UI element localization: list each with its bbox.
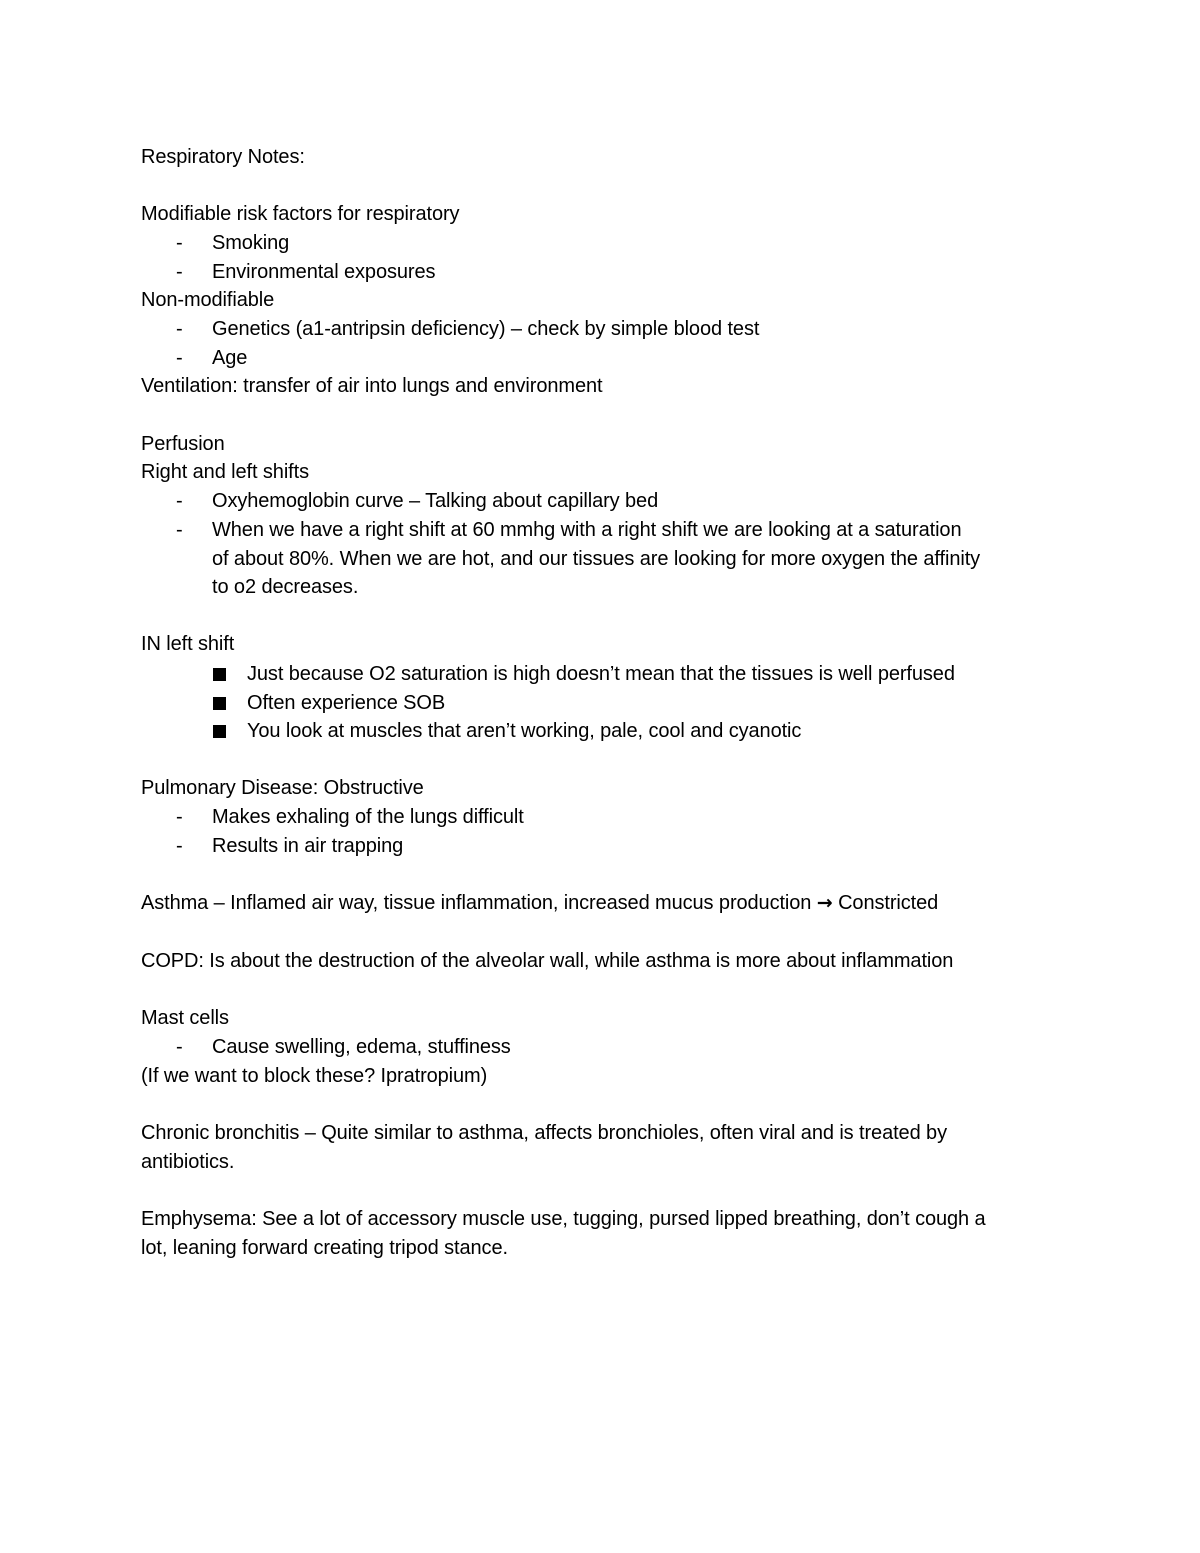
square-bullet-icon (213, 725, 226, 738)
list-item: When we have a right shift at 60 mmhg with a right shift we are looking at a saturation (212, 519, 962, 541)
list-item: Age (212, 347, 248, 369)
asthma-text: Asthma – Inflamed air way, tissue inflammation, increased mucus production (141, 892, 812, 914)
list-item-continuation: of about 80%. When we are hot, and our tissues are looking for more oxygen the affinity (212, 548, 981, 570)
bronchitis-line: Chronic bronchitis – Quite similar to asthma, affects bronchioles, often viral and is treated by (141, 1122, 947, 1144)
copd-line: COPD: Is about the destruction of the alveolar wall, while asthma is more about inflammation (141, 950, 954, 972)
emphysema-line-continuation: lot, leaning forward creating tripod stance. (141, 1237, 508, 1259)
list-item: Just because O2 saturation is high doesn’t mean that the tissues is well perfused (247, 663, 955, 685)
shifts-heading: Right and left shifts (141, 461, 309, 483)
page-title: Respiratory Notes: (141, 146, 305, 168)
bullet-dash: - (176, 347, 183, 369)
modifiable-heading: Modifiable risk factors for respiratory (141, 203, 460, 225)
square-bullet-icon (213, 697, 226, 710)
pulmonary-heading: Pulmonary Disease: Obstructive (141, 777, 424, 799)
asthma-line (141, 889, 938, 917)
list-item: Often experience SOB (247, 692, 446, 714)
list-item-continuation: to o2 decreases. (212, 576, 359, 598)
list-item: Genetics (a1-antripsin deficiency) – check by simple blood test (212, 318, 760, 340)
list-item: Results in air trapping (212, 835, 404, 857)
list-item: Makes exhaling of the lungs difficult (212, 806, 524, 828)
emphysema-line: Emphysema: See a lot of accessory muscle use, tugging, pursed lipped breathing, don’t cough a (141, 1208, 986, 1230)
left-shift-heading: IN left shift (141, 633, 235, 655)
perfusion-heading: Perfusion (141, 433, 225, 455)
list-item: You look at muscles that aren’t working, pale, cool and cyanotic (247, 720, 802, 742)
bullet-dash: - (176, 806, 183, 828)
non-modifiable-heading: Non-modifiable (141, 289, 275, 311)
list-item: Environmental exposures (212, 261, 436, 283)
bullet-dash: - (176, 232, 183, 254)
bullet-dash: - (176, 261, 183, 283)
list-item: Cause swelling, edema, stuffiness (212, 1036, 511, 1058)
bullet-dash: - (176, 490, 183, 512)
square-bullet-icon (213, 668, 226, 681)
bullet-dash: - (176, 519, 183, 541)
bronchitis-line-continuation: antibiotics. (141, 1151, 235, 1173)
list-item: Smoking (212, 232, 290, 254)
bullet-dash: - (176, 835, 183, 857)
bullet-dash: - (176, 318, 183, 340)
list-item: Oxyhemoglobin curve – Talking about capillary bed (212, 490, 659, 512)
ventilation-line: Ventilation: transfer of air into lungs and environment (141, 375, 603, 397)
arrow-right-icon: → (816, 892, 833, 914)
asthma-result: Constricted (838, 892, 939, 914)
mast-cells-heading: Mast cells (141, 1007, 229, 1029)
bullet-dash: - (176, 1036, 183, 1058)
mast-cells-note: (If we want to block these? Ipratropium) (141, 1065, 488, 1087)
